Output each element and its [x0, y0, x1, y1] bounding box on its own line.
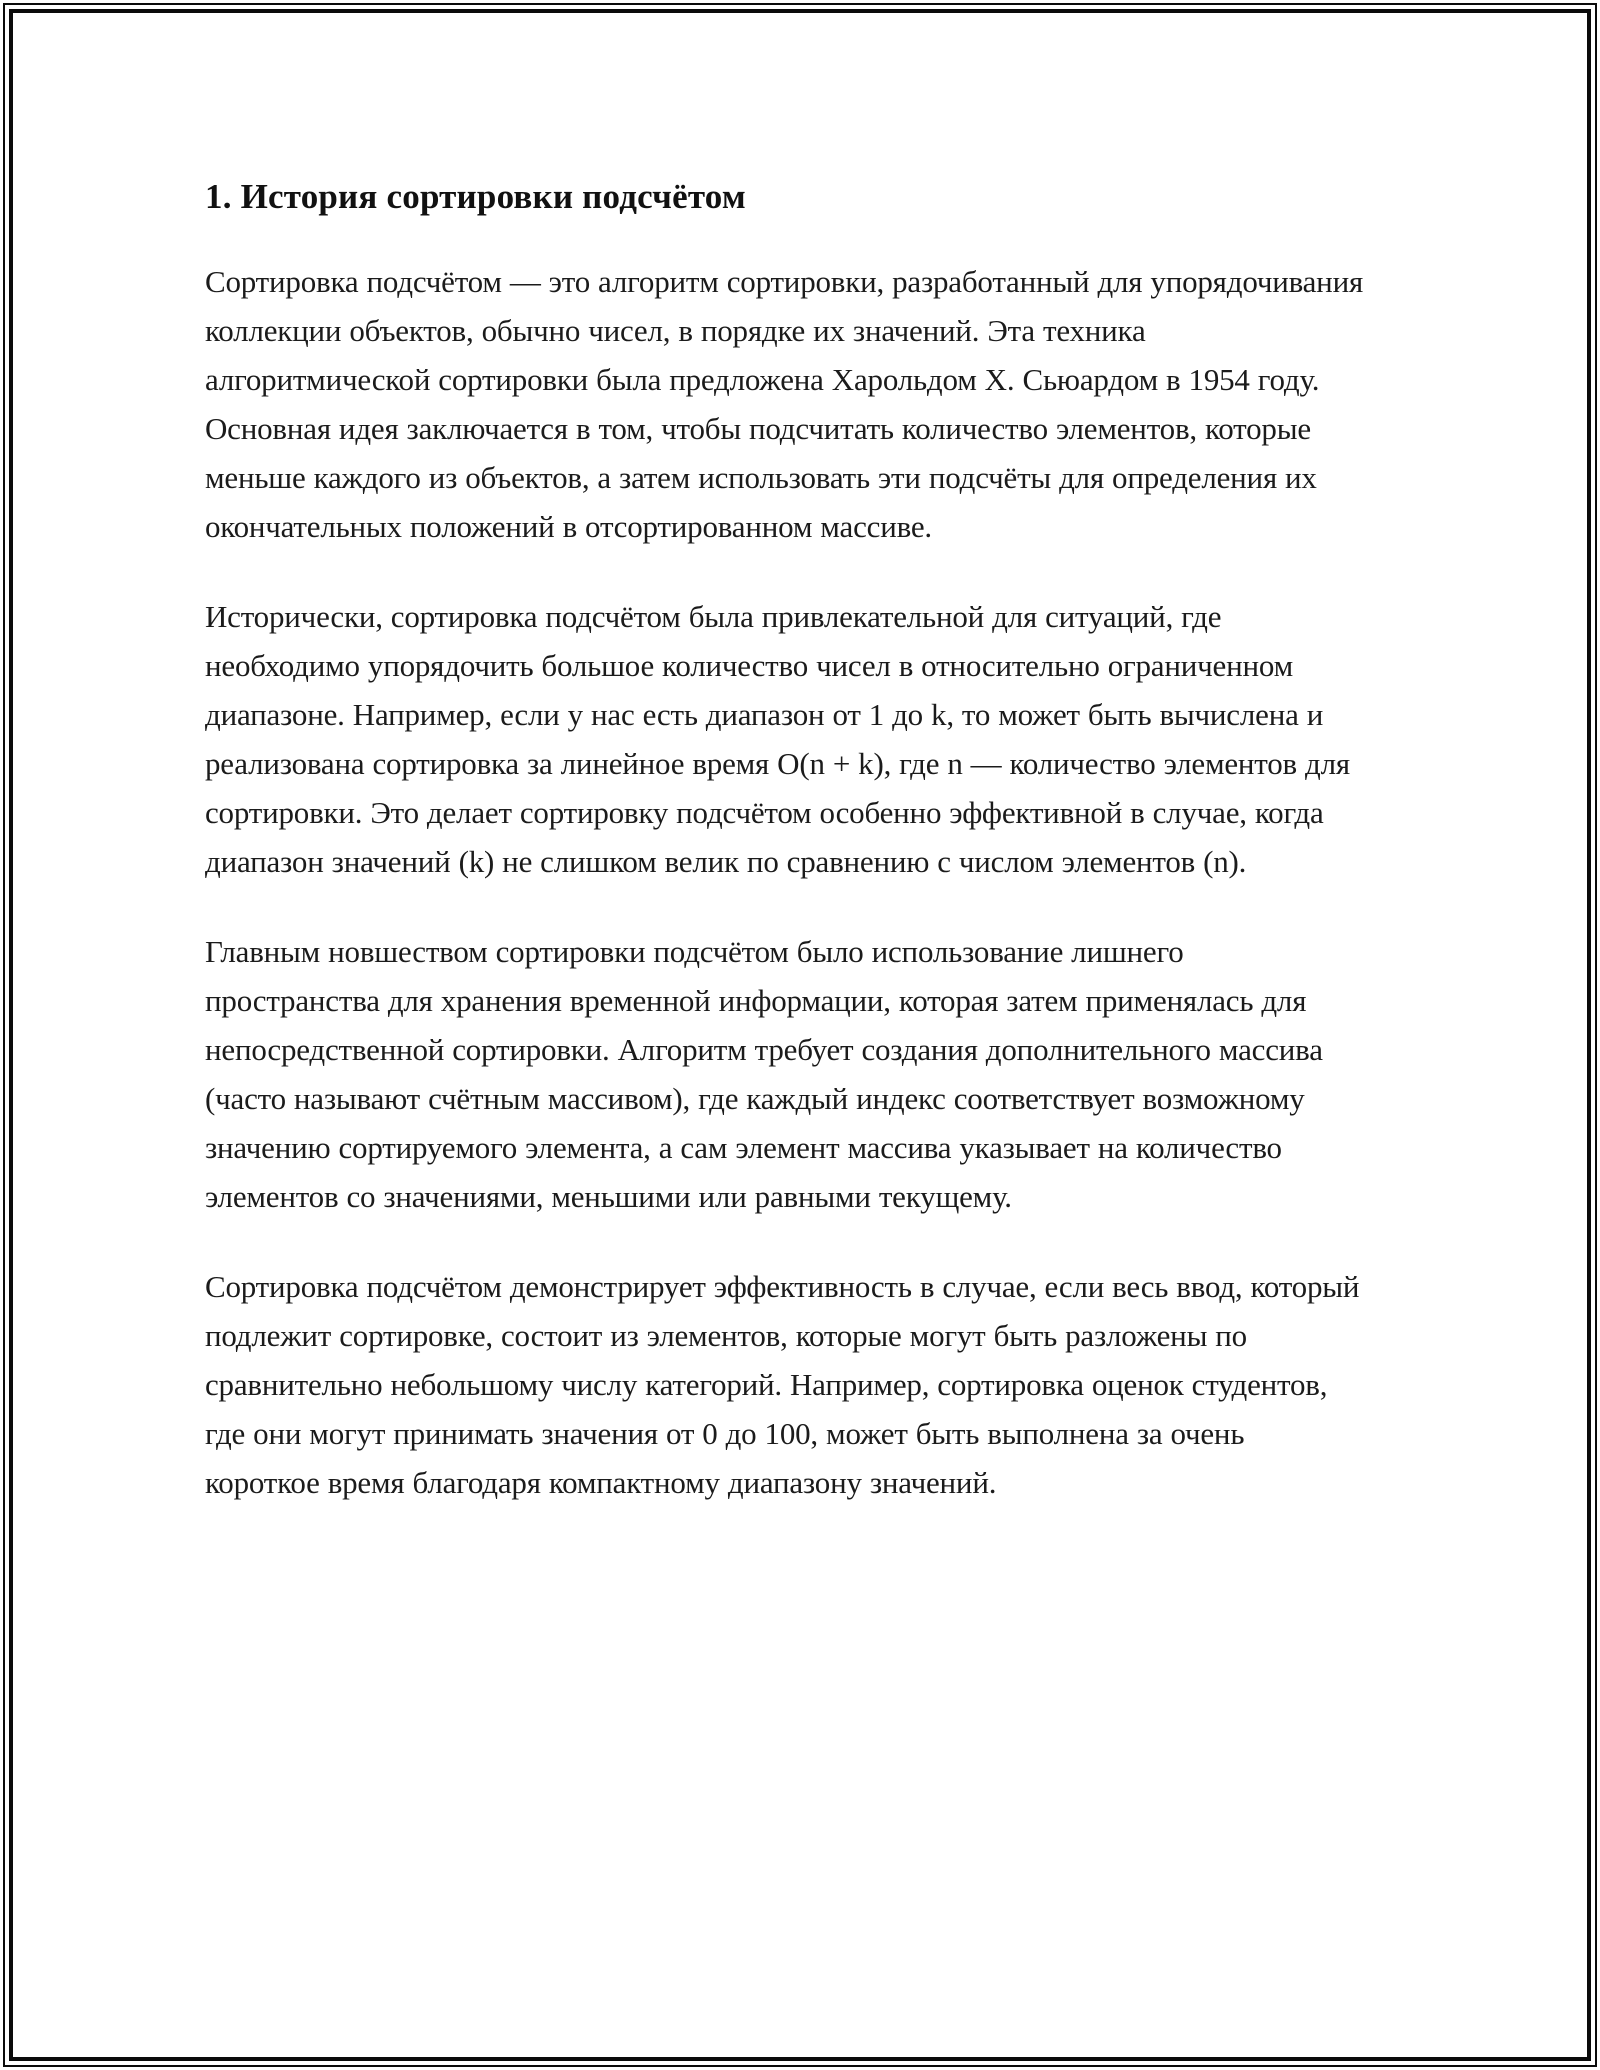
paragraph-main-innovation: Главным новшеством сортировки подсчётом было использование лишнего пространства для хранения временной информации, которая затем применялась для непосредственной сортировки. Алгоритм требует создания дополнительного массива (часто называют счётным массивом), где каждый индекс соответствует возможному значению сортируемого элемента, а сам элемент массива указывает на количество элементов со значениями, меньшими или равными текущему. — [205, 933, 1323, 1214]
paragraph-efficiency-example: Сортировка подсчётом демонстрирует эффективность в случае, если весь ввод, который подлежит сортировке, состоит из элементов, которые могут быть разложены по сравнительно небольшому числу категорий. Например, сортировка оценок студентов, где они могут принимать значения от 0 до 100, может быть выполнена за очень короткое время благодаря компактному диапазону значений. — [205, 1268, 1360, 1500]
document-content — [13, 13, 1365, 1507]
paragraph-counting-sort-intro: Сортировка подсчётом — это алгоритм сортировки, разработанный для упорядочивания коллекции объектов, обычно чисел, в порядке их значений. Эта техника алгоритмической сортировки была предложена Харольдом Х. Сьюардом в 1954 году. Основная идея заключается в том, чтобы подсчитать количество элементов, которые меньше каждого из объектов, а затем использовать эти подсчёты для определения их окончательных положений в отсортированном массиве. — [205, 263, 1364, 544]
page-inner-border — [9, 9, 1591, 2061]
paragraph-historical-context: Исторически, сортировка подсчётом была привлекательной для ситуаций, где необходимо упорядочить большое количество чисел в относительно ограниченном диапазоне. Например, если у нас есть диапазон от 1 до k, то может быть вычислена и реализована сортировка за линейное время O(n + k), где n — количество элементов для сортировки. Это делает сортировку подсчётом особенно эффективной в случае, когда диапазон значений (k) не слишком велик по сравнению с числом элементов (n). — [205, 598, 1350, 879]
page-outer-border — [3, 3, 1597, 2067]
section-heading: 1. История сортировки подсчётом — [205, 177, 746, 216]
